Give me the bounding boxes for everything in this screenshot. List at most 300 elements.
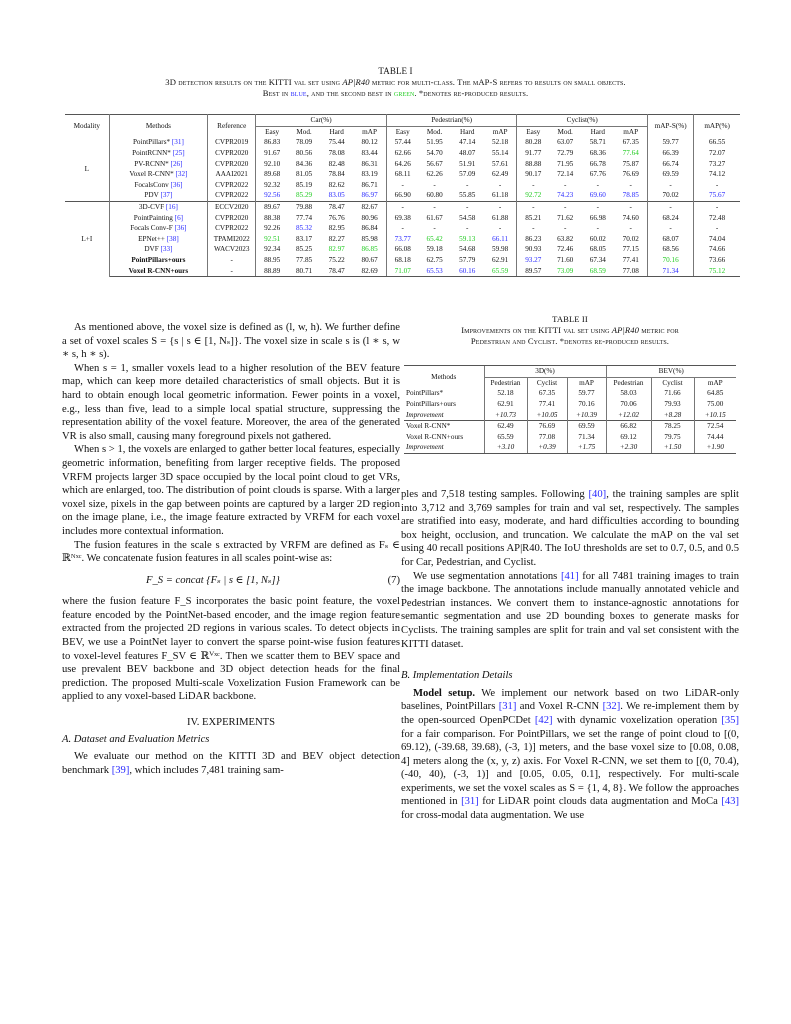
value-cell: 88.95 [264, 256, 281, 265]
value-cell: - [401, 224, 404, 233]
subheader-cyclist: Cyclist [527, 377, 567, 388]
value-cell: - [549, 201, 581, 212]
citation-link[interactable]: [36] [170, 180, 183, 189]
table2-caption [400, 314, 740, 347]
citation-link[interactable]: [31] [498, 701, 517, 713]
value-cell: 78.09 [295, 138, 313, 147]
value-cell: 51.95 [426, 138, 443, 147]
value-cell: - [614, 201, 647, 212]
table-row [404, 388, 736, 399]
subsection-heading: A. Dataset and Evaluation Metrics [62, 733, 210, 745]
value-cell: +12.02 [606, 409, 651, 420]
value-cell: - [648, 223, 694, 234]
value-cell: 60.80 [426, 191, 443, 200]
text: , which includes 7,481 training sam- [129, 764, 284, 776]
value-cell: - [401, 180, 404, 189]
value-cell: 62.91 [484, 255, 517, 266]
value-cell: - [532, 224, 535, 233]
value-cell: 77.85 [295, 256, 313, 265]
value-cell: 89.68 [264, 170, 281, 179]
citation-link[interactable]: [41] [560, 570, 579, 582]
value-cell: 83.17 [295, 234, 313, 243]
value-cell: 80.71 [288, 265, 320, 276]
value-cell: 63.07 [557, 138, 574, 147]
value-cell: 70.02 [614, 234, 647, 245]
caption-green-word: green [393, 88, 415, 98]
citation-link[interactable]: [37] [160, 191, 173, 200]
citation-link[interactable]: [16] [165, 203, 178, 212]
value-cell: 65.42 [426, 234, 443, 243]
value-cell: 77.74 [295, 213, 313, 222]
value-cell: 69.38 [394, 213, 411, 222]
value-cell: 68.56 [648, 244, 694, 255]
left-text-column [62, 321, 400, 777]
value-cell: 88.88 [525, 159, 542, 168]
value-cell: 73.66 [709, 256, 726, 265]
value-cell: 86.83 [264, 138, 281, 147]
value-cell: 77.08 [614, 265, 647, 276]
method-name: Focals Conv-F [130, 224, 175, 233]
method-cell [109, 158, 207, 169]
value-cell: - [596, 224, 599, 233]
value-cell: 75.87 [614, 158, 647, 169]
caption-text: Best in [262, 88, 291, 98]
caption-text: , and the second best in [306, 88, 394, 98]
value-cell: 55.14 [484, 148, 517, 159]
value-cell: 60.16 [451, 265, 484, 276]
subsection-heading: B. Implementation Details [401, 670, 513, 682]
value-cell: 57.44 [394, 138, 411, 147]
value-cell: 77.41 [614, 255, 647, 266]
citation-link[interactable]: [42] [534, 714, 553, 726]
value-cell: +10.39 [567, 409, 606, 420]
value-cell: 70.16 [567, 399, 606, 410]
subheader-pedestrian: Pedestrian [606, 377, 651, 388]
value-cell: 72.54 [694, 420, 736, 431]
value-cell: 83.05 [328, 191, 345, 200]
value-cell: 82.27 [328, 234, 345, 243]
value-cell: 59.18 [426, 245, 443, 254]
table-row [404, 420, 736, 431]
value-cell: 72.79 [557, 149, 574, 158]
header-3d: 3D(%) [484, 366, 606, 378]
paragraph: The fusion features in the scale s extracted by VRFM are defined as Fₛ ∈ ℝᴺˣᶜ. We concatenate fusion features in all scales point-wise as: [62, 539, 400, 565]
method-cell [109, 223, 207, 234]
method-cell [109, 234, 207, 245]
value-cell: 91.67 [264, 149, 281, 158]
value-cell: 66.55 [709, 138, 726, 147]
value-cell: 57.09 [459, 170, 476, 179]
table2-caption-line1 [400, 325, 740, 336]
value-cell: 92.32 [264, 180, 281, 189]
value-cell: 68.24 [648, 212, 694, 223]
value-cell: 61.88 [484, 212, 517, 223]
caption-text: metric for multi-class. The mAP-S refers to results on small objects. [369, 77, 626, 87]
method-name: Voxel R-CNN+ours [128, 266, 189, 275]
value-cell: - [517, 201, 549, 212]
value-cell: 66.74 [648, 158, 694, 169]
table-row [65, 255, 740, 266]
subheader-map: mAP [353, 126, 386, 137]
citation-link[interactable]: [43] [721, 796, 739, 808]
value-cell: 86.71 [353, 180, 386, 191]
method-cell [109, 244, 207, 255]
value-cell: 57.79 [459, 256, 476, 265]
value-cell: 85.98 [353, 234, 386, 245]
table-row [65, 169, 740, 180]
value-cell: +3.10 [484, 442, 527, 453]
citation-link[interactable]: [6] [174, 213, 184, 222]
value-cell: - [466, 180, 469, 189]
value-cell: 68.11 [394, 170, 411, 179]
right-text-column [401, 488, 739, 823]
paragraph: When s = 1, smaller voxels lead to a higher resolution of the BEV feature map, which can keep more detailed characteristics of small objects. But it is hard to obtain enough local geometric information. Fewer points in a voxel, e.g., less than five, lead to a simple local spatial structure, suppressing the representation ability of the voxel feature. Moreover, the area of the generated VR is also small, causing many foreground pixels not gathered. [62, 362, 400, 442]
value-cell: 66.78 [589, 159, 606, 168]
value-cell: 61.67 [426, 213, 443, 222]
citation-link[interactable]: [31] [171, 138, 184, 147]
value-cell: - [581, 201, 614, 212]
value-cell: - [563, 180, 567, 189]
subheader-easy: Easy [526, 127, 541, 136]
value-cell: +10.05 [527, 409, 567, 420]
value-cell: 59.77 [648, 137, 694, 148]
text: for cross-modal data augmentation. We use [401, 810, 585, 822]
method-cell [109, 180, 207, 191]
method-cell: Voxel R-CNN+ours [406, 432, 464, 441]
table1-caption [40, 66, 751, 99]
value-cell: 56.67 [426, 159, 443, 168]
value-cell: - [386, 201, 418, 212]
table1-caption-line1 [40, 77, 751, 88]
citation-link[interactable]: [35] [721, 714, 739, 726]
value-cell: 77.64 [614, 148, 647, 159]
section-heading: IV. EXPERIMENTS [186, 717, 276, 729]
subheader-mod: Mod. [557, 127, 573, 136]
table-row [404, 409, 736, 420]
subheader-easy: Easy [265, 127, 280, 136]
value-cell: - [466, 224, 469, 233]
reference-cell: ECCV2020 [208, 201, 256, 212]
value-cell: 85.19 [295, 180, 313, 189]
value-cell: 71.95 [557, 159, 574, 168]
paragraph [401, 488, 739, 570]
method-name: PointRCNN* [132, 149, 173, 158]
citation-link[interactable]: [32] [602, 701, 621, 713]
value-cell: 92.10 [264, 159, 281, 168]
reference-cell: CVPR2022 [208, 223, 256, 234]
value-cell: 91.77 [525, 149, 542, 158]
value-cell: 86.23 [525, 234, 542, 243]
method-cell [109, 212, 207, 223]
method-name: EPNet++ [138, 234, 167, 243]
value-cell: 54.58 [459, 213, 476, 222]
value-cell: 80.96 [353, 212, 386, 223]
value-cell: 54.68 [459, 245, 476, 254]
value-cell: 55.85 [459, 191, 476, 200]
method-cell: Improvement [404, 442, 484, 453]
value-cell: 82.69 [353, 265, 386, 276]
caption-text: . *denotes re-produced results. [414, 88, 529, 98]
subheader-cyclist: Cyclist [651, 377, 694, 388]
table-row [65, 148, 740, 159]
method-cell [109, 190, 207, 201]
value-cell: 63.82 [557, 234, 574, 243]
subheader-pedestrian: Pedestrian [484, 377, 527, 388]
value-cell: - [484, 223, 517, 234]
text: We use segmentation annotations [413, 570, 561, 582]
table-row [404, 432, 736, 443]
equation-number: (7) [387, 574, 400, 586]
value-cell: 76.69 [614, 169, 647, 180]
header-map: mAP(%) [694, 115, 740, 138]
text: ples and 7,518 testing samples. Following [401, 489, 589, 500]
header-methods: Methods [109, 115, 207, 138]
table-row [65, 180, 740, 191]
table-row [65, 234, 740, 245]
subheader-mod: Mod. [426, 127, 443, 136]
method-name: Voxel R-CNN* [129, 170, 176, 179]
value-cell: - [451, 201, 484, 212]
method-cell [109, 201, 207, 212]
subheader-hard: Hard [460, 127, 475, 136]
value-cell: 68.18 [394, 256, 411, 265]
value-cell: 66.11 [484, 234, 517, 245]
value-cell: 72.07 [709, 149, 726, 158]
value-cell: - [715, 224, 719, 233]
paragraph-lead: Model setup. [413, 687, 476, 699]
value-cell: 79.88 [288, 201, 320, 212]
value-cell: 90.93 [525, 245, 542, 254]
reference-cell: CVPR2020 [208, 158, 256, 169]
value-cell: - [419, 201, 451, 212]
method-cell: Improvement [406, 410, 444, 419]
value-cell: 85.32 [295, 224, 313, 233]
value-cell: 71.62 [557, 213, 574, 222]
header-modality: Modality [65, 115, 109, 138]
citation-link[interactable]: [40] [588, 489, 607, 500]
value-cell: 84.36 [295, 159, 313, 168]
value-cell: 62.75 [426, 256, 443, 265]
value-cell: +0.39 [527, 442, 567, 453]
text: We implement our network based on two LiDAR-only baselines, PointPillars [401, 687, 739, 713]
method-cell [109, 148, 207, 159]
header-cyclist: Cyclist(%) [517, 115, 648, 127]
value-cell: 85.29 [295, 191, 313, 200]
text: and Voxel R-CNN [516, 701, 603, 713]
value-cell: 73.27 [709, 159, 726, 168]
value-cell: +1.75 [567, 442, 606, 453]
reference-cell: CVPR2019 [208, 137, 256, 148]
value-cell: 75.00 [694, 399, 736, 410]
value-cell: - [433, 224, 436, 233]
value-cell: 80.56 [295, 149, 313, 158]
reference-cell: CVPR2022 [208, 180, 256, 191]
value-cell: 67.34 [589, 256, 606, 265]
value-cell: - [648, 180, 694, 191]
equation-7 [62, 574, 400, 588]
table-row [65, 137, 740, 148]
citation-link[interactable]: [38] [166, 234, 179, 243]
value-cell: 65.59 [484, 265, 517, 276]
value-cell: 78.84 [328, 170, 345, 179]
value-cell: 52.18 [484, 137, 517, 148]
table1-results [65, 114, 740, 277]
subheader-mod: Mod. [296, 127, 312, 136]
reference-cell: AAAI2021 [208, 169, 256, 180]
value-cell: 85.25 [295, 245, 313, 254]
method-name: PDV [144, 191, 161, 200]
value-cell: 69.59 [648, 169, 694, 180]
value-cell: 77.08 [527, 432, 567, 443]
value-cell: 68.59 [581, 265, 614, 276]
value-cell: 62.49 [484, 169, 517, 180]
value-cell: 58.71 [589, 138, 606, 147]
value-cell: 82.97 [328, 245, 345, 254]
value-cell: 72.48 [709, 213, 726, 222]
value-cell: 51.91 [459, 159, 476, 168]
table-row [65, 265, 740, 276]
value-cell: 64.85 [694, 388, 736, 399]
value-cell: +10.15 [694, 409, 736, 420]
value-cell: 74.44 [694, 432, 736, 443]
value-cell: 71.60 [557, 256, 574, 265]
reference-cell: - [208, 255, 256, 266]
value-cell: 76.76 [328, 213, 345, 222]
value-cell: 82.95 [328, 224, 345, 233]
method-cell: Voxel R-CNN* [404, 420, 484, 431]
value-cell: 86.31 [353, 158, 386, 169]
value-cell: 67.35 [527, 388, 567, 399]
paragraph: When s > 1, the voxels are enlarged to gather better local features, especially geometric information, benefiting from larger receptive fields. The proposed VRFM projects larger 3D space occupied by the local point cloud to get VRs, which are enlarged, too. The distribution of point clouds is sparse. With a larger voxel size, pixels in the gap between points are captured by a larger 2D region on the image plane, i.e., the image feature extracted by VRFM for each voxel includes more contextual information. [62, 444, 400, 537]
value-cell: - [484, 201, 517, 212]
value-cell: 64.26 [394, 159, 411, 168]
reference-cell: TPAMI2022 [208, 234, 256, 245]
value-cell: 69.59 [567, 420, 606, 431]
value-cell: 66.90 [394, 191, 411, 200]
value-cell: 68.36 [589, 149, 606, 158]
value-cell: 72.46 [557, 245, 574, 254]
reference-cell: - [208, 265, 256, 276]
subheader-hard: Hard [329, 127, 344, 136]
value-cell: 69.60 [589, 191, 606, 200]
value-cell: 78.47 [320, 265, 353, 276]
value-cell: 82.62 [328, 180, 345, 189]
value-cell: 62.49 [484, 420, 527, 431]
value-cell: 74.12 [709, 170, 726, 179]
method-name: PV-RCNN* [134, 159, 171, 168]
subheader-map: mAP [484, 126, 517, 137]
citation-link[interactable]: [33] [160, 245, 173, 254]
value-cell: 59.98 [484, 244, 517, 255]
citation-link[interactable]: [32] [175, 170, 188, 179]
caption-text: 3D detection results on the KITTI val set using [165, 77, 343, 87]
value-cell: 69.12 [606, 432, 651, 443]
value-cell: 86.97 [353, 190, 386, 201]
subheader-map: mAP [694, 377, 736, 388]
text: for a fair comparison. For PointPillars, we set the range of point cloud to [(0, 69.12), (-39.68, 39.68), (-3, 1)] meters, and the base voxel size to [0.08, 0.08, 4] meters along the (x, y, z) axis. For Voxel R-CNN, we set them to [(0, 70.4), (-40, 40), (-3, 1)] and [0.05, 0.05, 0.1], respectively. For multi-scale experiments, we set the voxel scales as S = {1, 4, 8}. We follow the approaches mentioned in [401, 728, 739, 808]
modality-cell: L [65, 137, 109, 201]
value-cell: 66.82 [606, 420, 651, 431]
value-cell: - [596, 180, 599, 189]
method-name: 3D-CVF [138, 203, 166, 212]
caption-blue-word: blue [290, 88, 307, 98]
value-cell: 85.21 [525, 213, 542, 222]
value-cell: 83.19 [353, 169, 386, 180]
reference-cell: CVPR2022 [208, 190, 256, 201]
citation-link[interactable]: [25] [172, 149, 185, 158]
value-cell: 92.34 [264, 245, 281, 254]
value-cell: 47.14 [459, 138, 476, 147]
value-cell: 75.44 [328, 138, 345, 147]
value-cell: 67.76 [589, 170, 606, 179]
method-name: DVF [144, 245, 161, 254]
header-methods: Methods [404, 366, 484, 389]
value-cell: 57.61 [484, 158, 517, 169]
value-cell: 86.85 [353, 244, 386, 255]
header-bev: BEV(%) [606, 366, 736, 378]
value-cell: - [484, 180, 517, 191]
table2-label: TABLE II [552, 314, 588, 324]
method-name: FocalsConv [134, 180, 171, 189]
value-cell: 65.59 [484, 432, 527, 443]
citation-link[interactable]: [36] [174, 224, 187, 233]
value-cell: 74.66 [709, 245, 726, 254]
value-cell: 70.16 [648, 255, 694, 266]
citation-link[interactable]: [39] [111, 764, 130, 776]
citation-link[interactable]: [31] [461, 796, 479, 808]
method-cell [109, 255, 207, 266]
value-cell: 75.67 [709, 191, 726, 200]
citation-link[interactable]: [26] [170, 159, 183, 168]
value-cell: 77.15 [614, 244, 647, 255]
value-cell: 61.18 [484, 190, 517, 201]
value-cell: 92.51 [264, 234, 281, 243]
paragraph [401, 570, 739, 652]
header-car: Car(%) [256, 115, 387, 127]
value-cell: 67.35 [614, 137, 647, 148]
subheader-map: mAP [567, 377, 606, 388]
value-cell: +8.28 [651, 409, 694, 420]
table-row [65, 244, 740, 255]
equation-body: F_S = concat {Fₛ | s ∈ [1, Nₛ]} [146, 574, 280, 586]
value-cell: 74.60 [614, 212, 647, 223]
value-cell: 71.66 [651, 388, 694, 399]
table-row [65, 190, 740, 201]
metric-ap-r40: AP|R40 [611, 325, 640, 335]
table-row [65, 223, 740, 234]
method-cell [109, 137, 207, 148]
caption-text: metric for [639, 325, 679, 335]
value-cell: 68.07 [648, 234, 694, 245]
value-cell: 74.23 [557, 191, 574, 200]
value-cell: 62.66 [394, 149, 411, 158]
value-cell: 59.77 [567, 388, 606, 399]
table-row [404, 399, 736, 410]
value-cell: - [563, 224, 567, 233]
value-cell: 52.18 [484, 388, 527, 399]
table1-label: TABLE I [378, 66, 413, 76]
value-cell: 82.67 [353, 201, 386, 212]
metric-ap-r40: AP|R40 [342, 77, 370, 87]
method-name: PointPainting [133, 213, 175, 222]
value-cell: 62.91 [484, 399, 527, 410]
value-cell: 71.34 [648, 265, 694, 276]
method-cell: PointPillars* [406, 389, 444, 398]
value-cell: - [614, 180, 647, 191]
value-cell: 72.14 [557, 170, 574, 179]
value-cell: 68.05 [589, 245, 606, 254]
value-cell: - [433, 180, 436, 189]
